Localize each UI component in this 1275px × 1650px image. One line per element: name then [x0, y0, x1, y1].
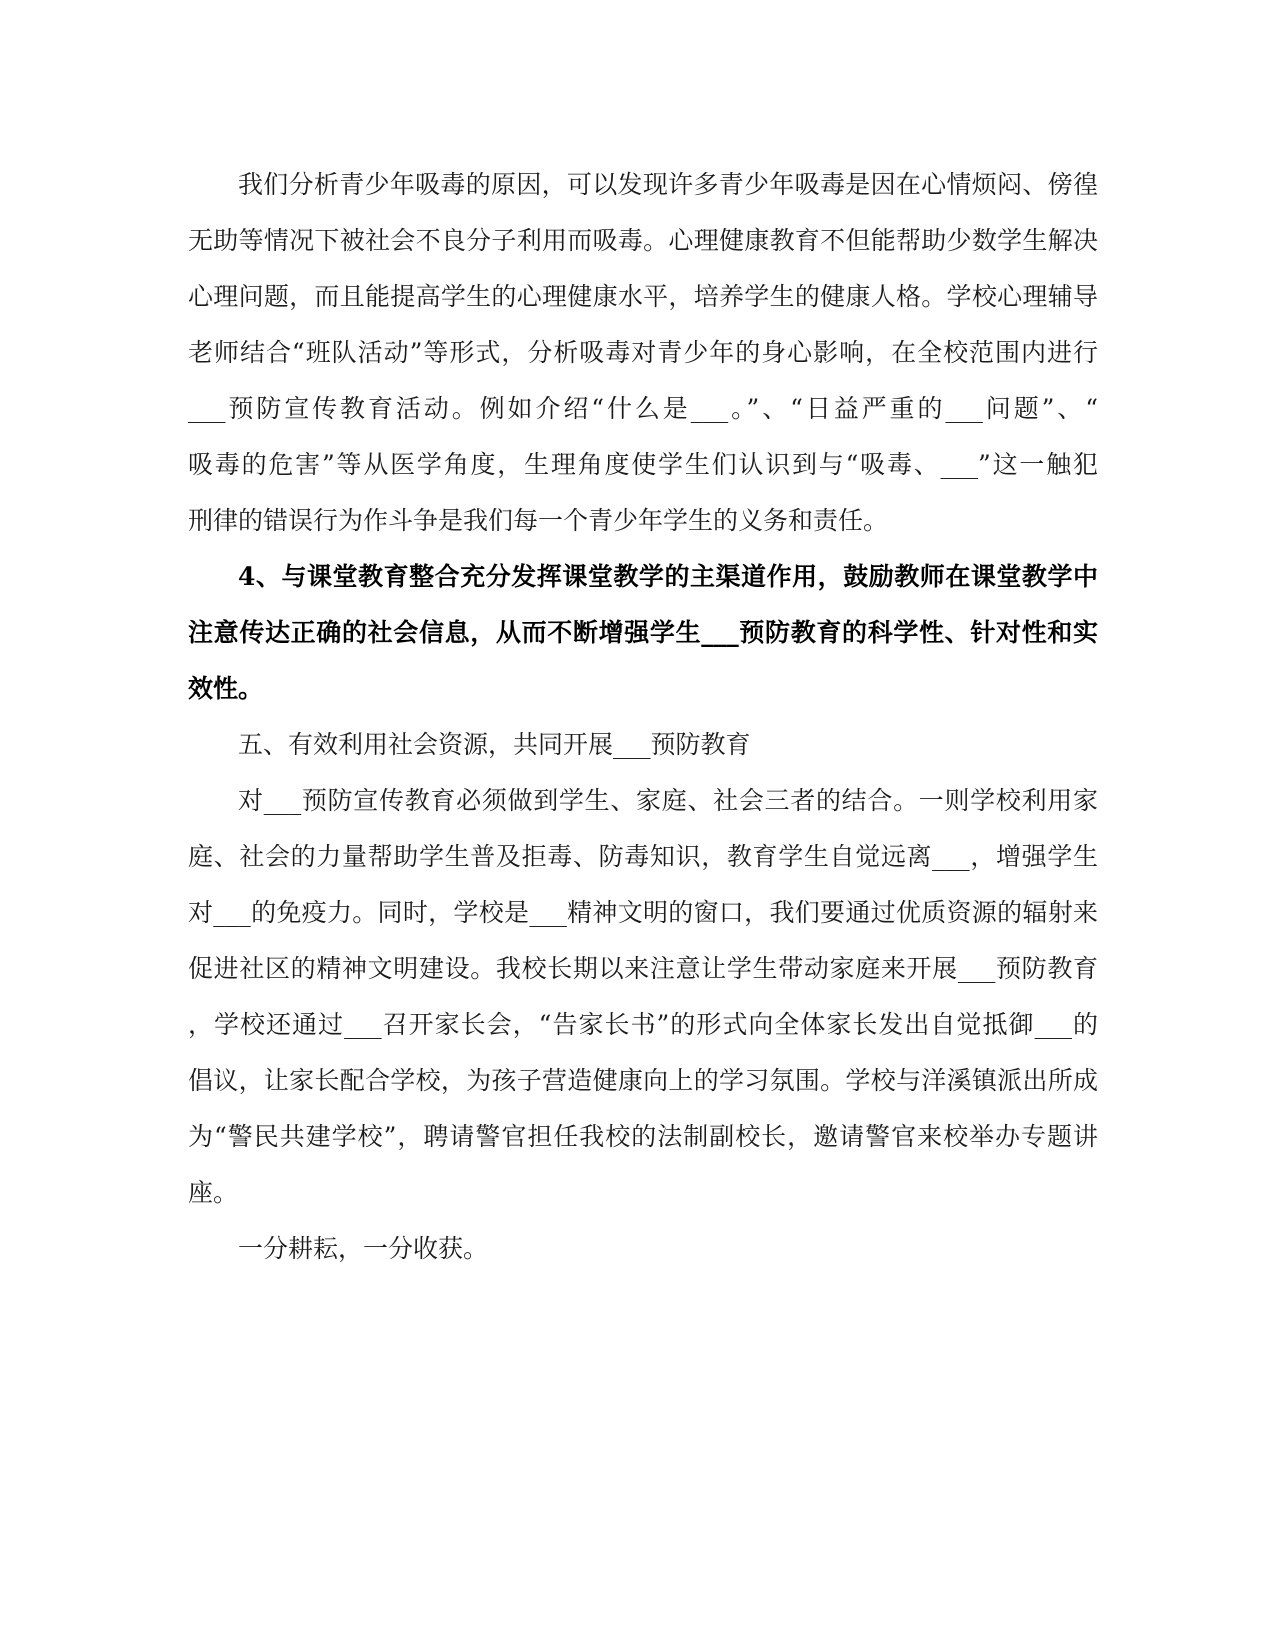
- paragraph-1-line-5: ___预防宣传教育活动。例如介绍“什么是___。”、“日益严重的___问题”、“: [188, 394, 1098, 423]
- paragraph-3-line-1: 对___预防宣传教育必须做到学生、家庭、社会三者的结合。一则学校利用家: [238, 786, 1098, 815]
- paragraph-1-line-3: 心理问题，而且能提高学生的心理健康水平，培养学生的健康人格。学校心理辅导: [188, 282, 1098, 311]
- paragraph-2-line-3: 效性。: [188, 674, 264, 703]
- closing-line: 一分耕耘，一分收获。: [238, 1234, 489, 1263]
- paragraph-1-line-4: 老师结合“班队活动”等形式，分析吸毒对青少年的身心影响，在全校范围内进行: [188, 338, 1098, 367]
- paragraph-3-line-5: ，学校还通过___召开家长会，“告家长书”的形式向全体家长发出自觉抵御___的: [188, 1010, 1098, 1039]
- paragraph-3-line-7: 为“警民共建学校”，聘请警官担任我校的法制副校长，邀请警官来校举办专题讲: [188, 1122, 1098, 1151]
- paragraph-1-line-7: 刑律的错误行为作斗争是我们每一个青少年学生的义务和责任。: [188, 506, 889, 535]
- paragraph-3-line-2: 庭、社会的力量帮助学生普及拒毒、防毒知识，教育学生自觉远离___，增强学生: [188, 842, 1098, 871]
- paragraph-1-line-1: 我们分析青少年吸毒的原因，可以发现许多青少年吸毒是因在心情烦闷、傍徨: [238, 170, 1098, 199]
- paragraph-3-line-4: 促进社区的精神文明建设。我校长期以来注意让学生带动家庭来开展___预防教育: [188, 954, 1098, 983]
- paragraph-3-line-3: 对___的免疫力。同时，学校是___精神文明的窗口，我们要通过优质资源的辐射来: [188, 898, 1098, 927]
- paragraph-2-line-2: 注意传达正确的社会信息，从而不断增强学生___预防教育的科学性、针对性和实: [188, 618, 1098, 647]
- paragraph-3-line-8: 座。: [188, 1178, 239, 1207]
- paragraph-2-line-1: 4、与课堂教育整合充分发挥课堂教学的主渠道作用，鼓励教师在课堂教学中: [238, 562, 1098, 591]
- paragraph-3-line-6: 倡议，让家长配合学校，为孩子营造健康向上的学习氛围。学校与洋溪镇派出所成: [188, 1066, 1098, 1095]
- paragraph-1-line-6: 吸毒的危害”等从医学角度，生理角度使学生们认识到与“吸毒、___”这一触犯: [188, 450, 1098, 479]
- section-heading: 五、有效利用社会资源，共同开展___预防教育: [238, 730, 751, 759]
- paragraph-1-line-2: 无助等情况下被社会不良分子利用而吸毒。心理健康教育不但能帮助少数学生解决: [188, 226, 1098, 255]
